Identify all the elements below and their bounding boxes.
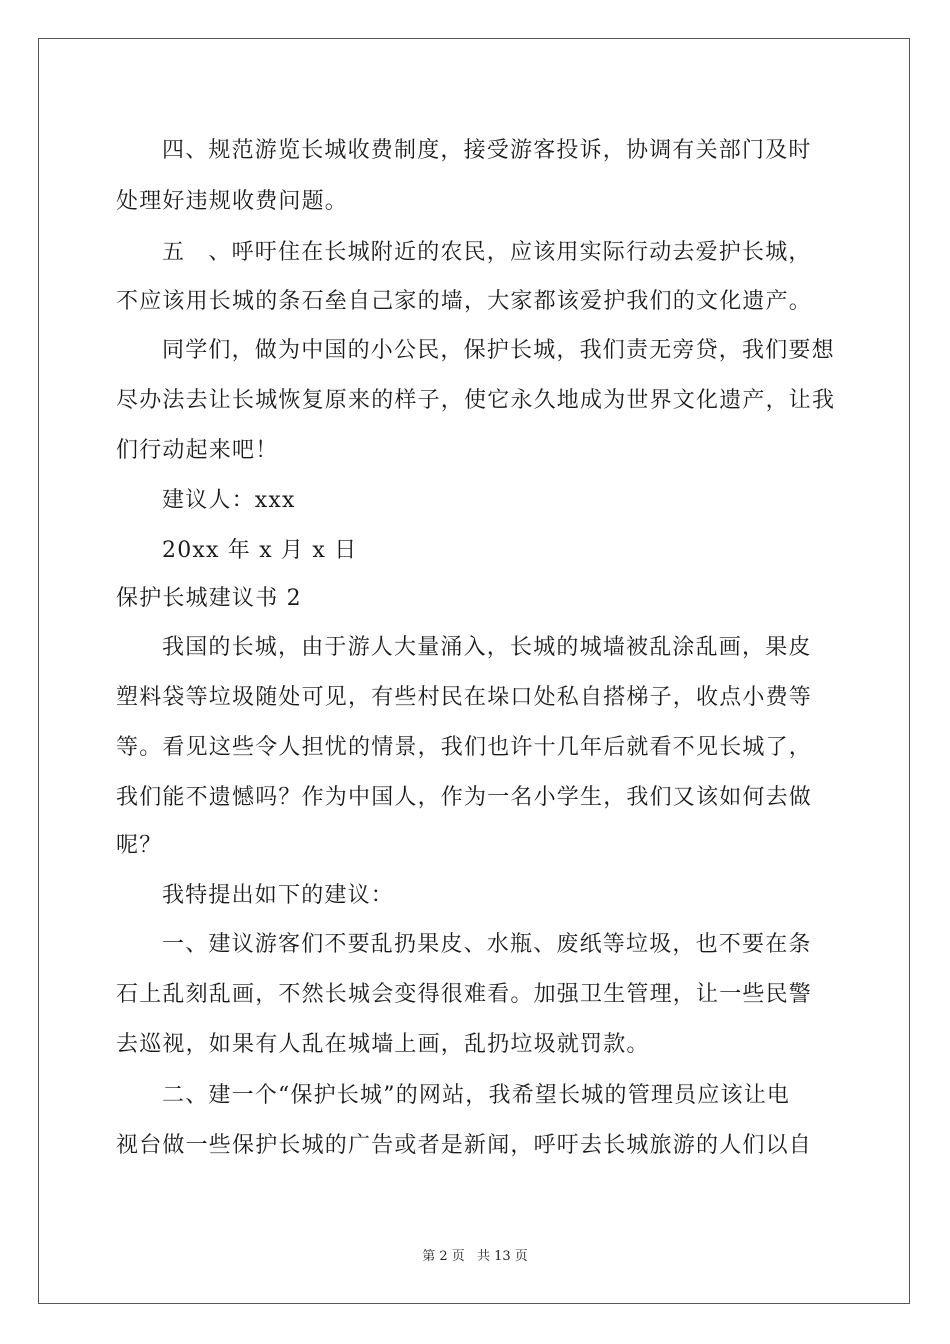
paragraph-line: 不应该用长城的条石垒自己家的墙，大家都该爱护我们的文化遗产。	[116, 289, 813, 314]
paragraph-line: 我特提出如下的建议：	[162, 883, 395, 908]
paragraph-line: 呢？	[116, 833, 163, 858]
paragraph-line: 我国的长城，由于游人大量涌入，长城的城墙被乱涂乱画，果皮	[162, 635, 812, 660]
paragraph-line: 等。看见这些令人担忧的情景，我们也许十几年后就看不见长城了，	[116, 735, 813, 760]
paragraph-line: 我们能不遗憾吗？作为中国人，作为一名小学生，我们又该如何去做	[116, 785, 813, 810]
page-border	[38, 38, 910, 1304]
paragraph-line: 五 、呼吁住在长城附近的农民，应该用实际行动去爱护长城，	[162, 240, 812, 265]
page-total: 共 13 页	[476, 1249, 528, 1264]
paragraph-line: 塑料袋等垃圾随处可见，有些村民在垛口处私自搭梯子，收点小费等	[116, 685, 813, 710]
paragraph-line: 尽办法去让长城恢复原来的样子，使它永久地成为世界文化遗产，让我	[116, 388, 836, 413]
date-line: 20xx 年 x 月 x 日	[162, 538, 358, 563]
paragraph-line: 二、建一个“保护长城”的网站，我希望长城的管理员应该让电	[162, 1083, 791, 1108]
paragraph-line: 同学们，做为中国的小公民，保护长城，我们责无旁贷，我们要想	[162, 338, 835, 363]
paragraph-line: 处理好违规收费问题。	[116, 189, 349, 214]
page-footer	[0, 1245, 950, 1264]
page-number: 第 2 页	[422, 1249, 465, 1264]
paragraph-line: 石上乱刻乱画，不然长城会变得很难看。加强卫生管理，让一些民警	[116, 982, 813, 1007]
paragraph-line: 去巡视，如果有人乱在城墙上画，乱扔垃圾就罚款。	[116, 1032, 650, 1057]
section-title: 保护长城建议书 2	[116, 586, 302, 611]
paragraph-line: 们行动起来吧！	[116, 438, 279, 463]
paragraph-line: 四、规范游览长城收费制度，接受游客投诉，协调有关部门及时	[162, 138, 812, 163]
paragraph-line: 视台做一些保护长城的广告或者是新闻，呼吁去长城旅游的人们以自	[116, 1133, 813, 1158]
signature-line: 建议人：xxx	[162, 488, 296, 513]
paragraph-line: 一、建议游客们不要乱扔果皮、水瓶、废纸等垃圾，也不要在条	[162, 932, 812, 957]
